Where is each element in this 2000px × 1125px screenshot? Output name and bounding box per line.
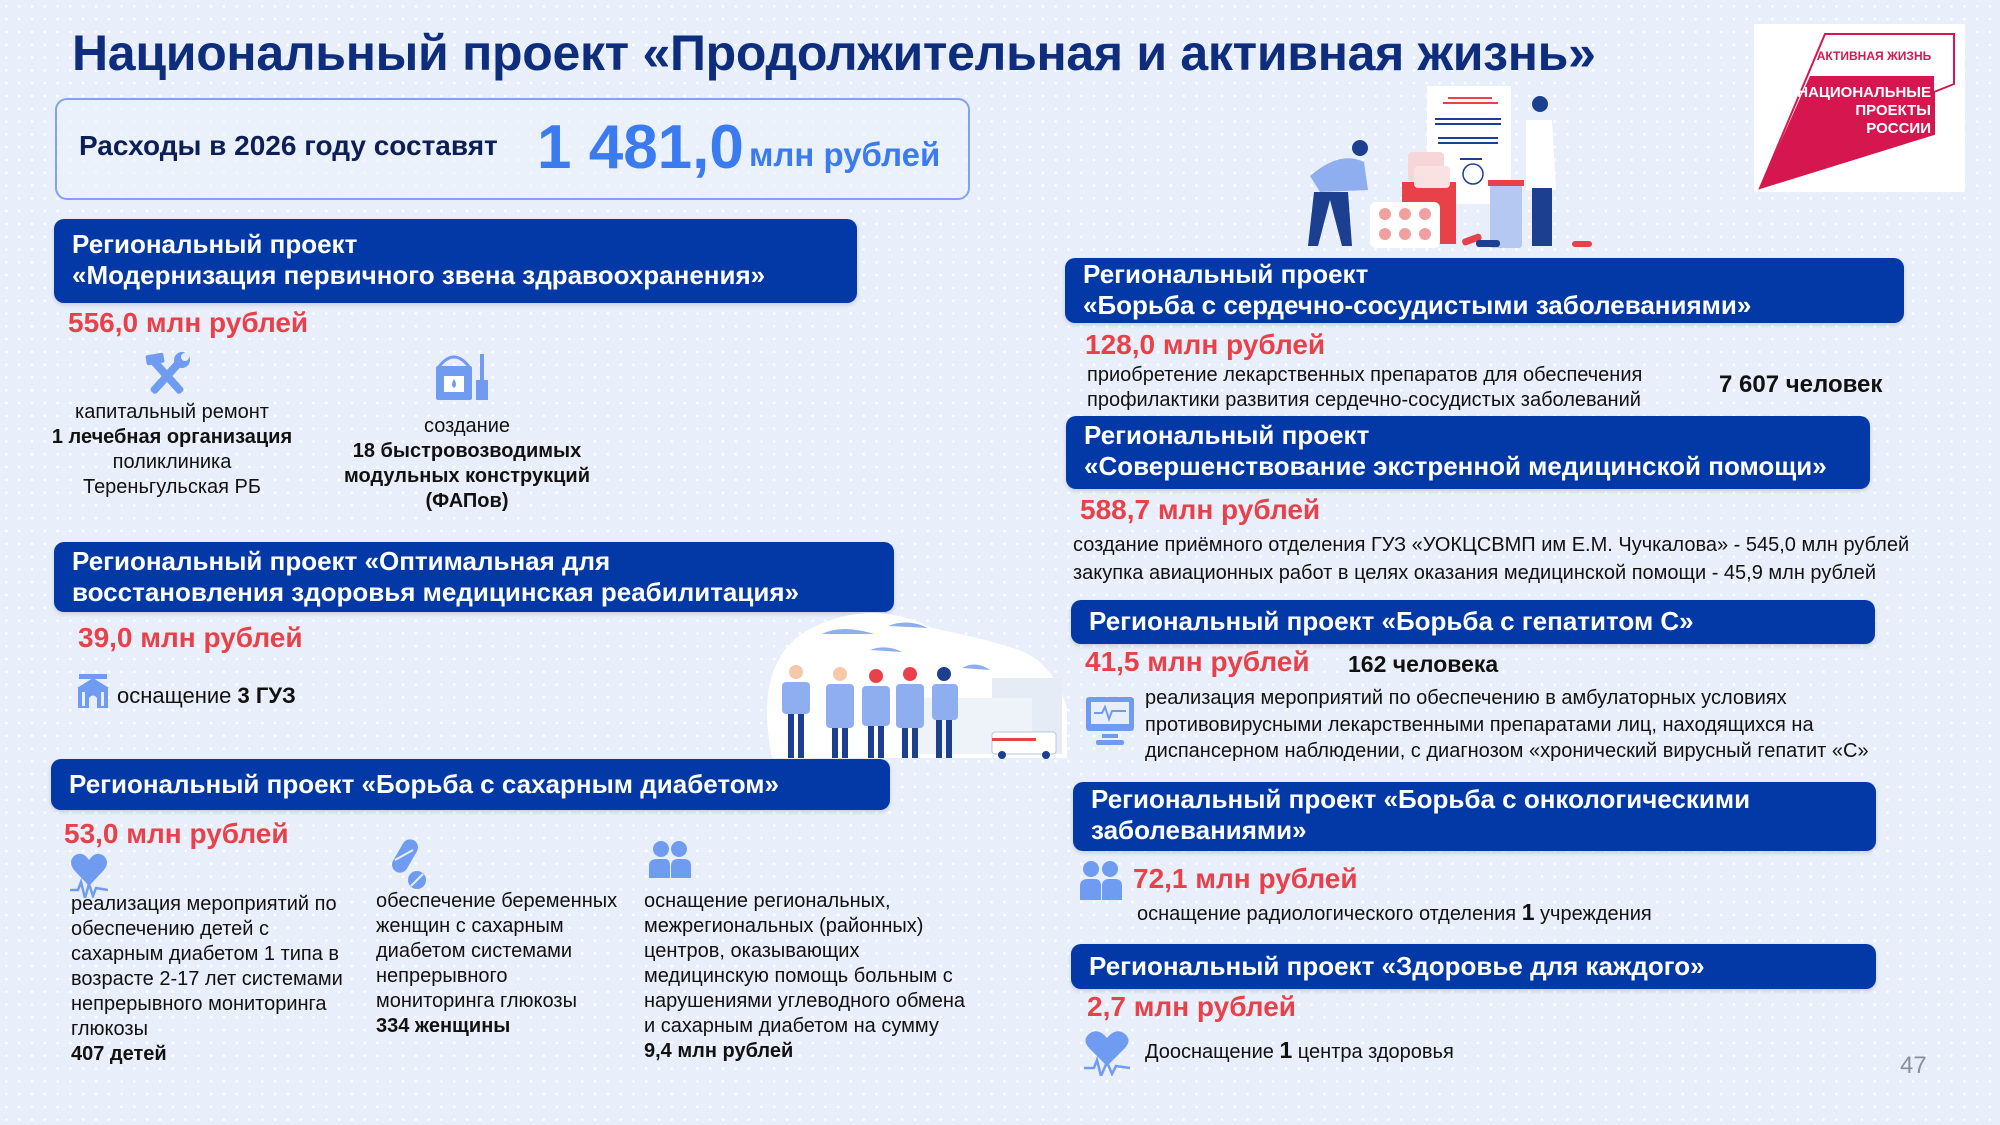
summary-box <box>55 98 970 200</box>
amount-health: 2,7 млн рублей <box>1087 991 1297 1022</box>
item-text: и сахарным диабетом на сумму <box>644 1015 939 1037</box>
summary-unit: млн рублей <box>749 136 941 173</box>
item-text: центра здоровья <box>1292 1041 1454 1063</box>
header-cardio <box>1065 258 1904 323</box>
item-text: мониторинга глюкозы <box>376 990 577 1012</box>
primary-care-item-2 <box>317 414 617 514</box>
item-text: медицинскую помощь больным с <box>644 965 953 987</box>
item-text: обеспечение беременных <box>376 890 618 912</box>
summary-label: Расходы в 2026 году составят <box>79 130 498 161</box>
amount-emergency: 588,7 млн рублей <box>1080 494 1321 525</box>
national-projects-logo <box>1754 24 1965 192</box>
item-text: диабетом системами <box>376 940 573 962</box>
header-line-1: Региональный проект «Оптимальная для <box>72 546 611 576</box>
diabetes-item-3 <box>644 889 994 1064</box>
amount-hepatitis: 41,5 млн рублей <box>1085 646 1310 677</box>
item-text: реализация мероприятий по обеспечению в амбулаторных условиях <box>1145 687 1787 709</box>
item-text: Дооснащение <box>1145 1041 1280 1063</box>
pill-icon <box>385 838 429 895</box>
item-text: сахарным диабетом 1 типа в <box>71 943 340 965</box>
item-bold: (ФАПов) <box>425 490 509 512</box>
item-bold: модульных конструкций <box>343 465 591 487</box>
diabetes-item-1 <box>71 892 361 1067</box>
summary-value: 1 481,0 <box>537 113 744 182</box>
header-line-1: Региональный проект «Здоровье для каждого» <box>1089 951 1705 981</box>
item-text: учреждения <box>1534 903 1652 925</box>
item-text: глюкозы <box>71 1018 148 1040</box>
cardio-count: 7 607 человек <box>1719 371 1883 398</box>
people-icon <box>1079 860 1123 905</box>
oncology-description <box>1137 900 1652 927</box>
item-text: создание приёмного отделения ГУЗ «УОКЦСВМП им Е.М. Чучкалова» - 545,0 млн рублей <box>1073 534 1910 556</box>
header-primary-care <box>54 219 857 303</box>
svg-text:РОССИИ: РОССИИ <box>1866 120 1931 137</box>
header-line-2: восстановления здоровья медицинская реабилитация» <box>72 577 799 607</box>
item-text: Тереньгульская РБ <box>82 476 262 498</box>
item-text: поликлиника <box>112 451 232 473</box>
amount-diabetes: 53,0 млн рублей <box>64 818 289 849</box>
item-text: центров, оказывающих <box>644 940 860 962</box>
item-text: реализация мероприятий по <box>71 893 337 915</box>
emergency-description <box>1073 531 1909 587</box>
header-diabetes <box>51 759 890 810</box>
item-bold: 1 лечебная организация <box>51 426 293 448</box>
heart-monitor-icon <box>1084 695 1136 752</box>
health-description <box>1145 1038 1454 1065</box>
item-text: капитальный ремонт <box>75 401 269 423</box>
item-bold: 9,4 млн рублей <box>644 1040 794 1062</box>
header-line-2: «Борьба с сердечно-сосудистыми заболеваниями» <box>1083 290 1752 320</box>
item-text: оснащение региональных, <box>644 890 891 912</box>
amount-cardio: 128,0 млн рублей <box>1085 329 1326 360</box>
hepatitis-count: 162 человека <box>1348 651 1499 677</box>
pharmacy-illustration <box>1290 80 1635 252</box>
item-text: обеспечению детей с <box>71 918 269 940</box>
item-text: закупка авиационных работ в целях оказания медицинской помощи - 45,9 млн рублей <box>1073 562 1877 584</box>
header-line-2: «Модернизация первичного звена здравоохранения» <box>72 260 766 290</box>
item-bold: 334 женщины <box>376 1015 511 1037</box>
header-oncology <box>1073 782 1876 851</box>
amount-primary-care: 556,0 млн рублей <box>68 307 309 338</box>
page-title: Национальный проект «Продолжительная и активная жизнь» <box>72 25 1596 81</box>
hepatitis-description <box>1145 685 1869 765</box>
heart-pulse-icon <box>1082 1030 1132 1081</box>
primary-care-item-1 <box>32 400 312 500</box>
item-text: профилактики развития сердечно-сосудистых заболеваний <box>1087 389 1641 411</box>
item-text: женщин с сахарным <box>376 915 564 937</box>
header-emergency <box>1066 416 1870 489</box>
amount-oncology: 72,1 млн рублей <box>1133 863 1358 894</box>
item-text: межрегиональных (районных) <box>644 915 924 937</box>
logo-shape-icon <box>1754 24 1965 192</box>
svg-text:ПРОЕКТЫ: ПРОЕКТЫ <box>1855 102 1931 119</box>
item-text: противовирусными лекарственными препаратами лиц, находящихся на <box>1145 713 1814 736</box>
header-line-1: Региональный проект <box>1083 259 1369 289</box>
amount-rehab: 39,0 млн рублей <box>78 622 303 653</box>
item-bold: 1 <box>1521 899 1535 925</box>
header-line-1: Региональный проект «Борьба с онкологическими <box>1091 784 1751 814</box>
header-line-1: Региональный проект «Борьба с сахарным диабетом» <box>69 769 779 799</box>
paint-bucket-icon <box>432 348 492 407</box>
item-text: создание <box>424 415 510 437</box>
svg-text:АКТИВНАЯ ЖИЗНЬ: АКТИВНАЯ ЖИЗНЬ <box>1816 49 1932 63</box>
header-line-1: Региональный проект <box>1084 420 1370 450</box>
item-bold: 3 ГУЗ <box>237 683 296 708</box>
item-text: оснащение <box>117 683 238 708</box>
page-number: 47 <box>1900 1052 1927 1079</box>
item-bold: 1 <box>1279 1037 1293 1063</box>
rehab-item <box>117 683 296 708</box>
svg-text:НАЦИОНАЛЬНЫЕ: НАЦИОНАЛЬНЫЕ <box>1797 84 1931 101</box>
item-text: непрерывного мониторинга <box>71 993 327 1015</box>
tools-icon <box>142 350 192 403</box>
item-bold: 407 детей <box>71 1043 167 1065</box>
item-text: непрерывного <box>376 965 508 987</box>
header-line-2: «Совершенствование экстренной медицинской помощи» <box>1084 451 1827 481</box>
header-line-2: заболеваниями» <box>1091 815 1307 845</box>
item-text: оснащение радиологического отделения <box>1137 903 1522 925</box>
item-text: приобретение лекарственных препаратов для обеспечения <box>1087 364 1643 386</box>
header-line-1: Региональный проект «Борьба с гепатитом С» <box>1089 606 1694 636</box>
building-icon <box>75 674 111 713</box>
item-bold: 18 быстровозводимых <box>352 440 582 462</box>
header-health <box>1071 944 1876 989</box>
people-icon <box>648 840 692 883</box>
cardio-description <box>1087 363 1642 413</box>
medical-team-illustration-icon <box>752 598 1067 760</box>
item-text: диспансерном наблюдении, с диагнозом «хронический вирусный гепатит «С» <box>1145 740 1869 762</box>
doctor-pills-illustration-icon <box>1290 80 1635 252</box>
diabetes-item-2 <box>376 889 636 1039</box>
header-hepatitis <box>1071 600 1875 644</box>
doctors-illustration <box>752 598 1067 760</box>
header-line-1: Региональный проект <box>72 229 358 259</box>
item-text: нарушениями углеводного обмена <box>644 990 966 1012</box>
item-text: возрасте 2-17 лет системами <box>71 968 343 990</box>
